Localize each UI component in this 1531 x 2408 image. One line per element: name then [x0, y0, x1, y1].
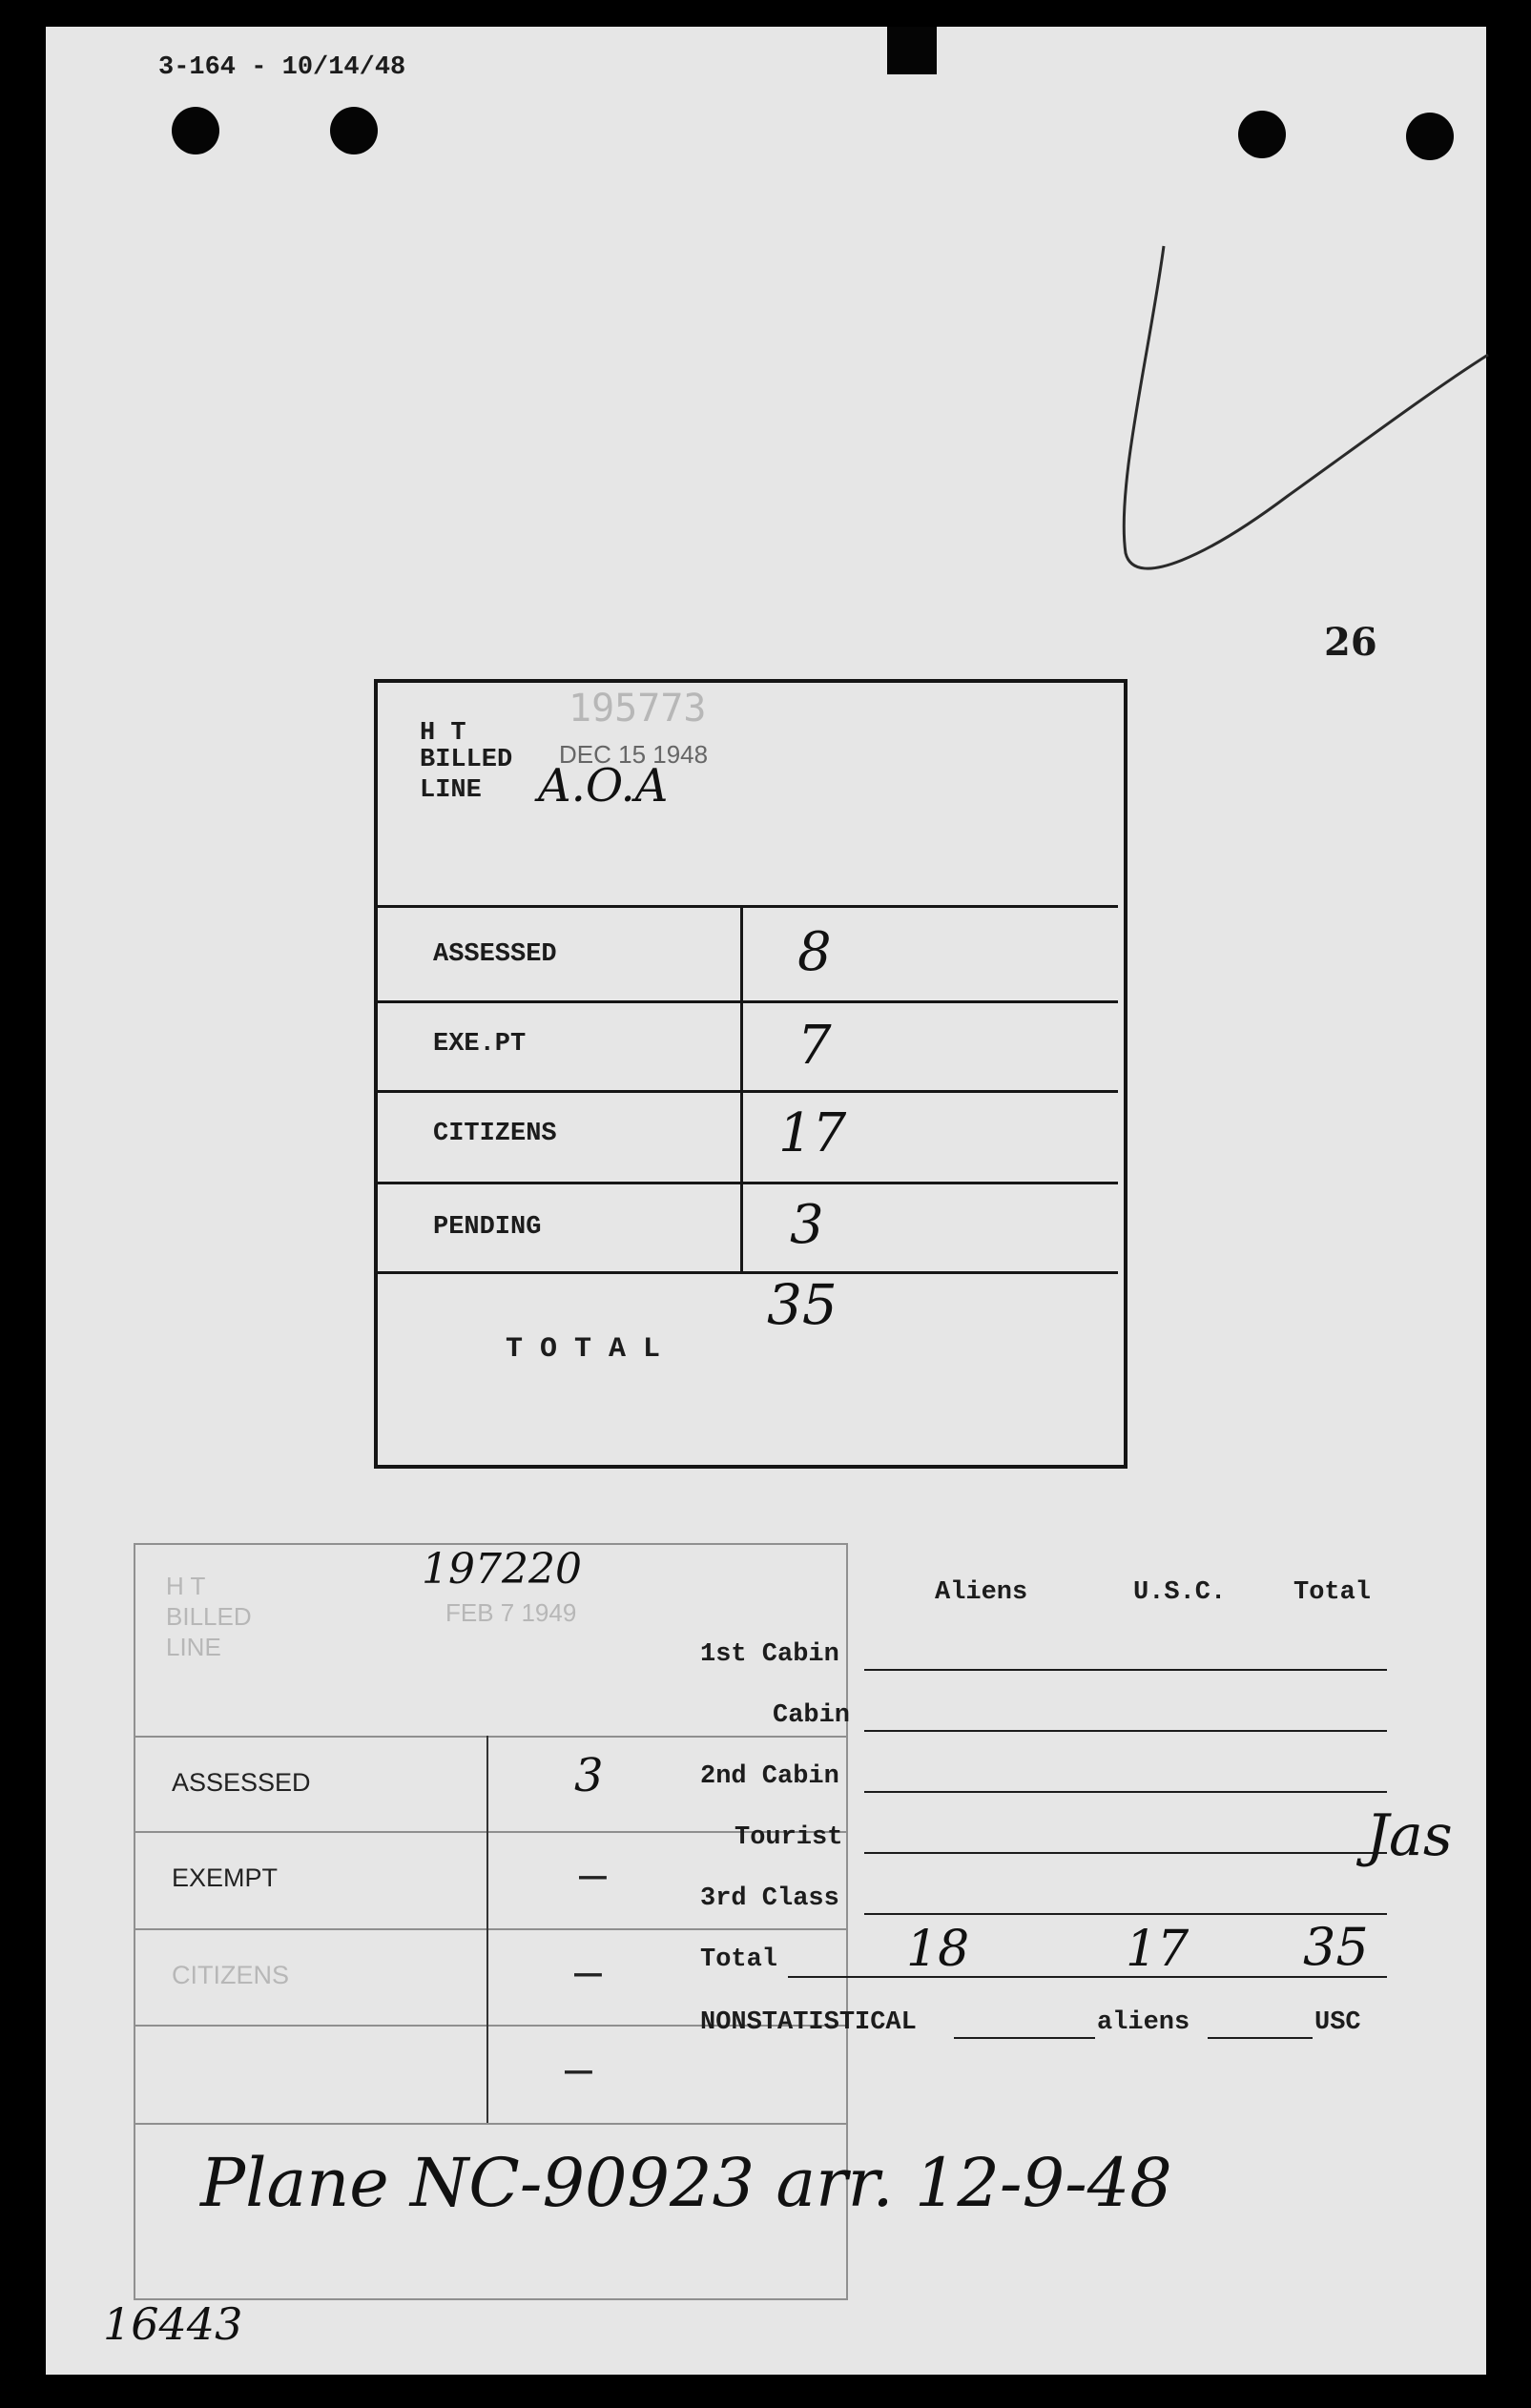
label-billed: BILLED [420, 746, 513, 774]
row-label-assessed: ASSESSED [433, 940, 557, 969]
label-line: LINE [166, 1633, 221, 1661]
row-1st-cabin: 1st Cabin [700, 1640, 839, 1669]
total-value: 35 [767, 1272, 838, 1337]
row-3rd-class: 3rd Class [700, 1884, 839, 1913]
total-label: T O T A L [506, 1333, 661, 1366]
label-billed: BILLED [166, 1602, 252, 1631]
date-stamp: DEC 15 1948 [559, 740, 709, 769]
row-value-pending: 3 [790, 1194, 824, 1256]
nonstat-usc: USC [1314, 2008, 1361, 2037]
punch-hole [1238, 111, 1286, 158]
punch-hole [1406, 113, 1454, 160]
plane-note: Plane NC-90923 arr. 12-9-48 [200, 2144, 1172, 2222]
date-stamp: FEB 7 1949 [445, 1598, 577, 1627]
header-aliens: Aliens [935, 1578, 1028, 1607]
stamp-serial: 197220 [422, 1545, 582, 1594]
row-value-assessed: 3 [574, 1749, 604, 1802]
billing-stamp [374, 679, 1128, 1469]
row-value-citizens: — [574, 1945, 602, 1999]
header-usc: U.S.C. [1133, 1578, 1227, 1607]
row-value-assessed: 8 [797, 921, 832, 983]
total-usc: 17 [1126, 1921, 1190, 1978]
nonstat-aliens: aliens [1097, 2008, 1190, 2037]
row-value-citizens: 17 [778, 1102, 847, 1164]
bottom-number: 16443 [103, 2298, 243, 2350]
total-total: 35 [1303, 1917, 1369, 1977]
page-number: 26 [1324, 620, 1377, 665]
row-tourist: Tourist [734, 1823, 843, 1852]
row-cabin: Cabin [773, 1701, 851, 1730]
check-mark-scribble [1097, 238, 1498, 591]
punch-hole [172, 107, 219, 154]
total-aliens: 18 [906, 1921, 970, 1978]
nonstat-label: NONSTATISTICAL [700, 2008, 917, 2037]
line-value: A.O.A [538, 759, 669, 813]
initials: Jas [1366, 1802, 1453, 1869]
row-total: Total [700, 1945, 778, 1974]
label-ht: H T [420, 719, 466, 748]
label-line: LINE [420, 776, 482, 805]
row-2nd-cabin: 2nd Cabin [700, 1762, 839, 1791]
header-total: Total [1293, 1578, 1372, 1607]
punch-hole [330, 107, 378, 154]
top-tab-mark [887, 27, 937, 74]
row-label-exempt: EXE.PT [433, 1030, 527, 1059]
stamp-serial: 195773 [569, 687, 707, 731]
header-ref: 3-164 - 10/14/48 [158, 53, 406, 82]
row-label-assessed: ASSESSED [172, 1768, 311, 1797]
row-label-citizens: CITIZENS [433, 1120, 557, 1148]
row-value-pending: — [565, 2043, 592, 2096]
row-value-exempt: — [579, 1848, 607, 1902]
row-value-exempt: 7 [797, 1015, 832, 1077]
row-label-pending: PENDING [433, 1213, 542, 1242]
label-ht: H T [166, 1572, 206, 1600]
row-label-citizens: CITIZENS [172, 1961, 290, 1989]
row-label-exempt: EXEMPT [172, 1863, 279, 1892]
